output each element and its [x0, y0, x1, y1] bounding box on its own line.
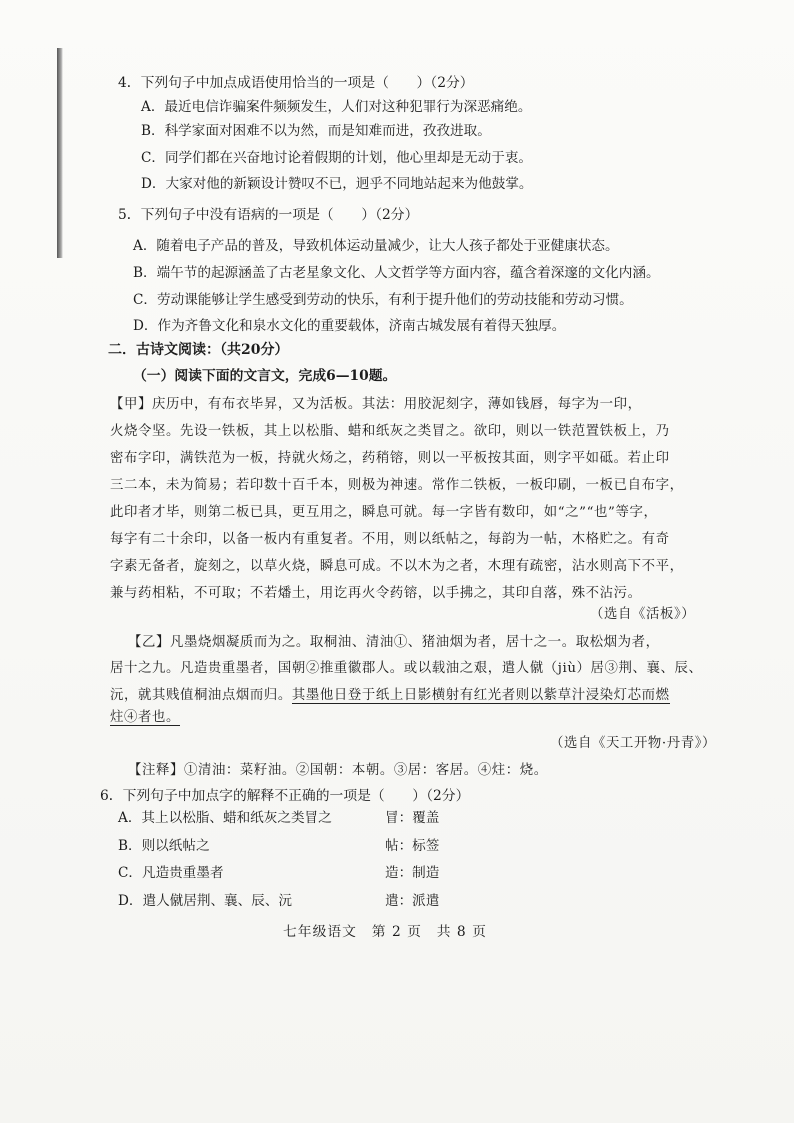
binding-shadow — [57, 48, 63, 258]
passage-jia-line: 兼与药相粘，不可取；不若燔土，用讫再火令药镕，以手拂之，其印自落，殊不沾污。 — [110, 586, 642, 601]
q4-option-a: A．最近电信诈骗案件频频发生，人们对这种犯罪行为深恶痛绝。 — [141, 99, 532, 115]
q6-option-c: C．凡造贵重墨者 — [118, 865, 224, 881]
q5-option-d: D．作为齐鲁文化和泉水文化的重要载体，济南古城发展有着得天独厚。 — [133, 318, 566, 334]
passage-yi-line: 【乙】凡墨烧烟凝质而为之。取桐油、清油①、猪油烟为者，居十之一。取松烟为者， — [128, 635, 660, 650]
passage-jia-line: 每字有二十余印，以备一板内有重复者。不用，则以纸帖之，每韵为一帖，木格贮之。有奇 — [110, 532, 670, 547]
q6-stem: 6．下列句子中加点字的解释不正确的一项是（ ）（2分） — [100, 788, 470, 804]
q6-option-b-gloss: 帖：标签 — [385, 838, 440, 854]
q5-option-a: A．随着电子产品的普及，导致机体运动量减少，让大人孩子都处于亚健康状态。 — [133, 238, 619, 254]
page-footer: 七年级语文 第 2 页 共 8 页 — [283, 924, 487, 940]
passage-jia-source: （选自《活板》） — [590, 607, 696, 622]
passage-yi-line-text: 沅，就其贱值桐油点烟而归。 — [110, 688, 292, 703]
q5-stem: 5．下列句子中没有语病的一项是（ ）（2分） — [118, 207, 419, 223]
passage-jia-line: 字素无备者，旋刻之，以草火烧，瞬息可成。不以木为之者，木理有疏密，沾水则高下不平， — [110, 559, 684, 574]
q6-option-d: D．遣人僦居荆、襄、辰、沅 — [118, 893, 293, 909]
q4-option-c: C．同学们都在兴奋地讨论着假期的计划，他心里却是无动于衷。 — [141, 150, 533, 166]
q6-option-a: A．其上以松脂、蜡和纸灰之类冒之 — [118, 810, 332, 826]
q6-option-c-gloss: 造：制造 — [385, 865, 440, 881]
passage-jia-line: 火烧令坚。先设一铁板，其上以松脂、蜡和纸灰之类冒之。欲印，则以一铁范置铁板上，乃 — [110, 424, 670, 439]
passage-yi-source: （选自《天工开物·丹青》） — [550, 736, 717, 751]
q6-option-d-gloss: 遣：派遣 — [385, 893, 440, 909]
passage-jia-line: 三二本，未为简易；若印数十百千本，则极为神速。常作二铁板，一板印刷，一板已自布字， — [110, 478, 684, 493]
section-title: 二．古诗文阅读：（共20分） — [108, 342, 289, 358]
q5-option-c: C．劳动课能够让学生感受到劳动的快乐，有利于提升他们的劳动技能和劳动习惯。 — [133, 292, 633, 308]
q6-option-a-gloss: 冒：覆盖 — [385, 810, 440, 826]
q4-option-b: B．科学家面对困难不以为然，而是知难而进，孜孜进取。 — [141, 123, 491, 139]
passage-yi-line — [110, 708, 180, 728]
q4-option-d: D．大家对他的新颖设计赞叹不已，迥乎不同地站起来为他鼓掌。 — [141, 176, 533, 192]
passage-yi-line — [110, 686, 670, 706]
q4-stem: 4．下列句子中加点成语使用恰当的一项是（ ）（2分） — [118, 75, 474, 91]
passage-jia-line: 【甲】庆历中，有布衣毕昇，又为活板。其法：用胶泥刻字，薄如钱唇，每字为一印， — [110, 397, 642, 412]
passage-jia-line: 密布字印，满铁范为一板，持就火炀之，药稍镕，则以一平板按其面，则字平如砥。若止印 — [110, 451, 670, 466]
underlined-sentence: 其墨他日登于纸上日影横射有红光者则以紫草汁浸染灯芯而燃 — [291, 688, 670, 703]
passage-jia-line: 此印者才毕，则第二板已具，更互用之，瞬息可就。每一字皆有数印，如“之”“也”等字， — [110, 505, 658, 520]
underlined-sentence-end: 炷④者也。 — [110, 710, 180, 725]
q6-option-b: B．则以纸帖之 — [118, 838, 210, 854]
q5-option-b: B．端午节的起源涵盖了古老星象文化、人文哲学等方面内容，蕴含着深邃的文化内涵。 — [133, 265, 660, 281]
subsection-title: （一）阅读下面的文言文，完成6—10题。 — [133, 368, 397, 384]
annotation-notes: 【注释】①清油：菜籽油。②国朝：本朝。③居：客居。④炷：烧。 — [128, 763, 548, 778]
passage-yi-line: 居十之九。凡造贵重墨者，国朝②推重徽郡人。或以载油之艰，遣人僦（jiù）居③荆、襄、辰、 — [110, 661, 703, 676]
